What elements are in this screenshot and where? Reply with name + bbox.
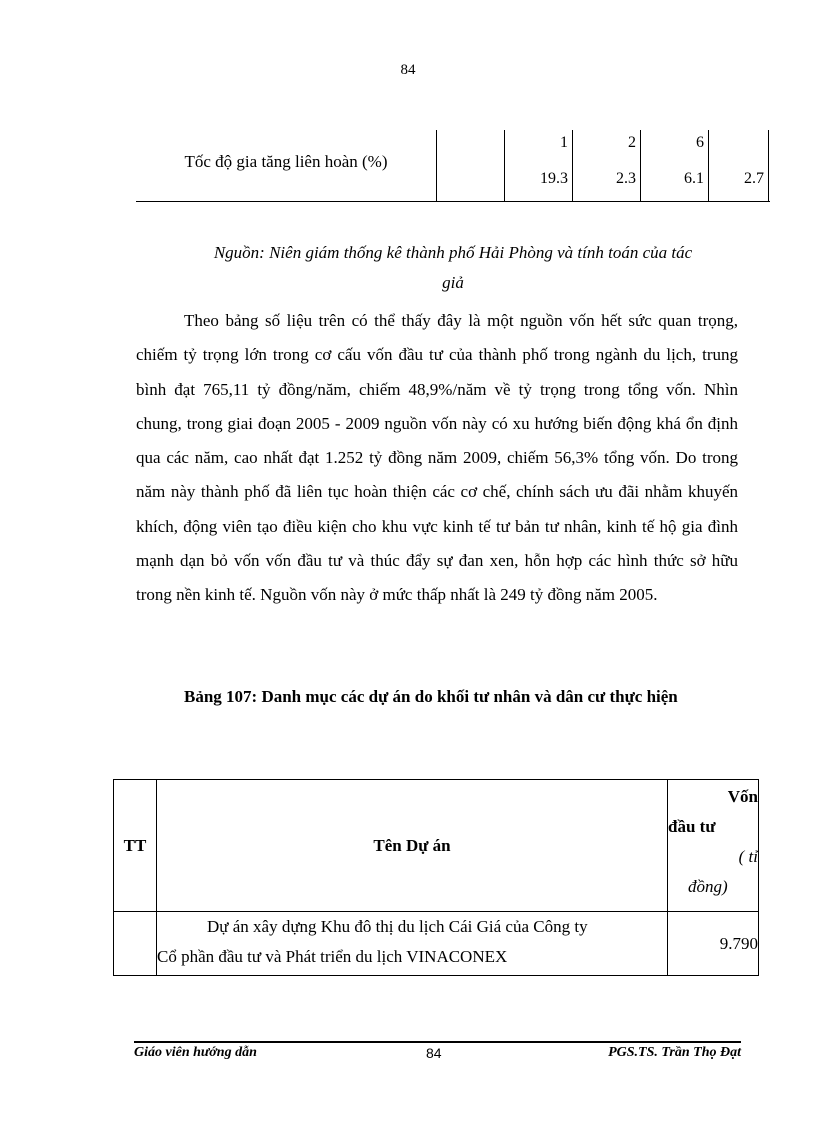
source-line: giả bbox=[442, 273, 464, 292]
rate-cell-value: 6.1 bbox=[684, 170, 704, 187]
rate-cell-value: 2.7 bbox=[744, 170, 764, 187]
table-row bbox=[114, 912, 759, 976]
rate-cell-top: 2 bbox=[628, 134, 636, 151]
source-line: Nguồn: Niên giám thống kê thành phố Hải Phòng và tính toán của tác bbox=[213, 243, 693, 262]
rate-cell bbox=[708, 130, 768, 202]
table-divider bbox=[768, 130, 769, 202]
project-name-line: Cổ phần đầu tư và Phát triển du lịch VINACONEX bbox=[157, 947, 508, 966]
header-project-name: Tên Dự án bbox=[157, 780, 668, 912]
header-capital-line: đầu tư bbox=[668, 817, 716, 836]
projects-table bbox=[113, 779, 759, 976]
rate-cell bbox=[504, 130, 572, 202]
rate-cell-value: 19.3 bbox=[540, 170, 568, 187]
growth-rate-label: Tốc độ gia tăng liên hoàn (%) bbox=[184, 152, 388, 171]
rate-cell-value: 2.3 bbox=[616, 170, 636, 187]
footer-divider bbox=[134, 1041, 741, 1043]
row-project-name bbox=[157, 912, 668, 976]
rate-cell bbox=[572, 130, 640, 202]
header-tt: TT bbox=[114, 780, 157, 912]
footer-page-number: 84 bbox=[426, 1045, 442, 1061]
header-capital bbox=[668, 780, 759, 912]
header-capital-unit: ( tỉ bbox=[738, 847, 758, 866]
table-divider bbox=[436, 130, 437, 202]
page-number-top: 84 bbox=[400, 62, 416, 78]
header-capital-unit: đồng) bbox=[688, 877, 728, 896]
page-footer bbox=[134, 1045, 741, 1065]
source-note bbox=[136, 238, 770, 298]
table-title: Bảng 107: Danh mục các dự án do khối tư nhân và dân cư thực hiện bbox=[184, 687, 678, 706]
rate-cell-top: 6 bbox=[696, 134, 704, 151]
growth-rate-table bbox=[136, 130, 770, 202]
table-bottom-border bbox=[136, 201, 770, 202]
row-capital: 9.790 bbox=[668, 912, 759, 976]
table-header-row bbox=[114, 780, 759, 912]
body-paragraph: Theo bảng số liệu trên có thể thấy đây là một nguồn vốn hết sức quan trọng, chiếm tỷ trọng lớn trong cơ cấu vốn đầu tư của thành phố trong ngành du lịch, trung bình đạt 765,11 tỷ đồng/năm, chiếm 48,9%/năm về tỷ trọng trong tổng vốn. Nhìn chung, trong giai đoạn 2005 - 2009 nguồn vốn này có xu hướng biến động khá ổn định qua các năm, cao nhất đạt 1.252 tỷ đồng năm 2009, chiếm 56,3% tổng vốn. Do trong năm này thành phố đã liên tục hoàn thiện các cơ chế, chính sách ưu đãi nhằm khuyến khích, động viên tạo điều kiện cho khu vực kinh tế tư bản tư nhân, kinh tế hộ gia đình mạnh dạn bỏ vốn vốn đầu tư và thúc đẩy sự đan xen, hỗn hợp các hình thức sở hữu trong nền kinh tế. Nguồn vốn này ở mức thấp nhất là 249 tỷ đồng năm 2005. bbox=[136, 311, 738, 605]
rate-cell-top: 1 bbox=[560, 134, 568, 151]
footer-advisor-label: Giáo viên hướng dẫn bbox=[134, 1045, 257, 1060]
row-tt bbox=[114, 912, 157, 976]
footer-advisor-name: PGS.TS. Trần Thọ Đạt bbox=[608, 1045, 741, 1060]
header-capital-line: Vốn bbox=[727, 787, 758, 806]
rate-cell bbox=[640, 130, 708, 202]
project-name-line: Dự án xây dựng Khu đô thị du lịch Cái Giá của Công ty bbox=[207, 917, 588, 936]
